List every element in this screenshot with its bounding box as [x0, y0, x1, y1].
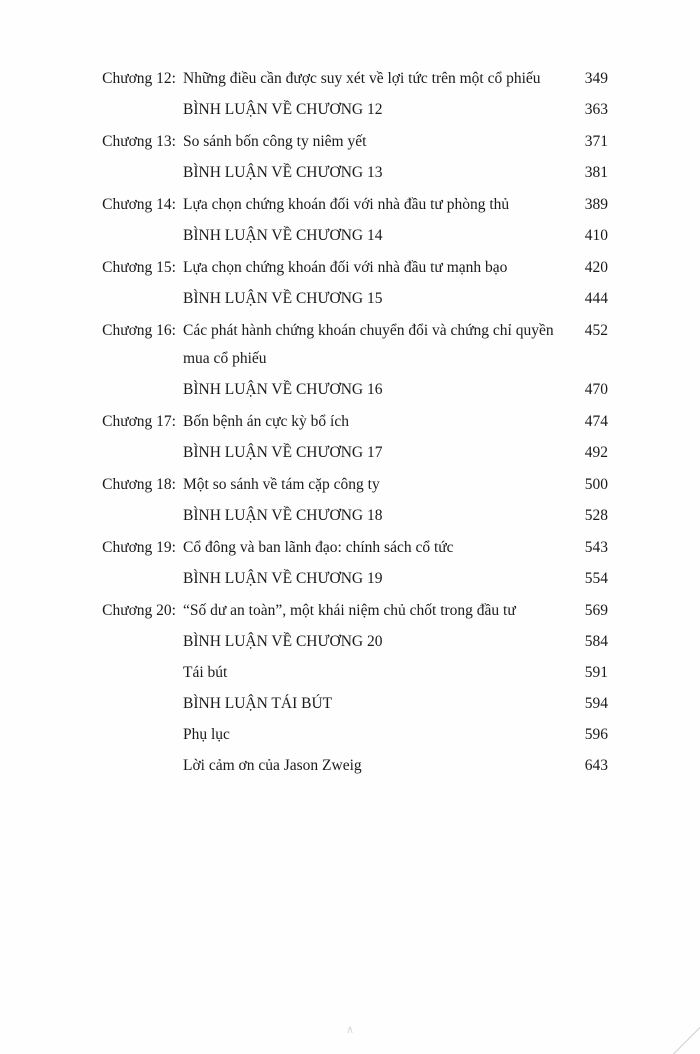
toc-entry[interactable] [92, 440, 608, 466]
toc-entry[interactable] [92, 223, 608, 249]
toc-entry[interactable] [92, 409, 608, 435]
toc-entry-page-number: 420 [584, 259, 608, 276]
toc-entry-page-number: 584 [584, 633, 608, 650]
toc-entry-page-number: 363 [584, 101, 608, 118]
toc-entry[interactable] [92, 566, 608, 592]
toc-entry[interactable] [92, 318, 608, 344]
toc-entry-title: BÌNH LUẬN VỀ CHƯƠNG 16 [183, 381, 383, 398]
toc-entry[interactable] [92, 66, 608, 92]
toc-entry-title: BÌNH LUẬN VỀ CHƯƠNG 18 [183, 507, 383, 524]
toc-entry-title: BÌNH LUẬN TÁI BÚT [183, 695, 333, 712]
toc-entry-page-number: 349 [584, 70, 608, 87]
toc-entry-title: Lựa chọn chứng khoán đối với nhà đầu tư phòng thủ [183, 196, 510, 213]
toc-entry-title: Bốn bệnh án cực kỳ bổ ích [183, 413, 349, 430]
table-of-contents [92, 60, 608, 781]
toc-entry-title: “Số dư an toàn”, một khái niệm chủ chốt trong đầu tư [183, 602, 516, 619]
toc-entry-title: So sánh bốn công ty niêm yết [183, 133, 367, 150]
toc-entry[interactable] [92, 503, 608, 529]
toc-entry-title: Một so sánh về tám cặp công ty [183, 476, 380, 493]
toc-entry[interactable] [92, 598, 608, 624]
toc-entry[interactable] [92, 192, 608, 218]
toc-entry[interactable] [92, 286, 608, 312]
toc-entry-label: Chương 18: [102, 476, 176, 493]
toc-entry-page-number: 554 [584, 570, 608, 587]
toc-entry-title: Lời cảm ơn của Jason Zweig [183, 757, 362, 774]
toc-entry-page-number: 452 [584, 322, 608, 339]
toc-entry-label: Chương 17: [102, 413, 176, 430]
toc-entry-page-number: 444 [584, 290, 608, 307]
toc-entry[interactable] [92, 722, 608, 748]
toc-entry[interactable] [92, 377, 608, 403]
toc-entry-page-number: 492 [584, 444, 608, 461]
toc-entry[interactable] [92, 660, 608, 686]
toc-entry-label: Chương 19: [102, 539, 176, 556]
toc-entry-title: BÌNH LUẬN VỀ CHƯƠNG 15 [183, 290, 383, 307]
toc-entry-label: Chương 14: [102, 196, 176, 213]
toc-entry-page-number: 474 [584, 413, 608, 430]
toc-entry[interactable] [92, 472, 608, 498]
toc-entry-title: BÌNH LUẬN VỀ CHƯƠNG 20 [183, 633, 383, 650]
toc-entry-title: Cổ đông và ban lãnh đạo: chính sách cổ tức [183, 539, 454, 556]
toc-entry-page-number: 543 [584, 539, 608, 556]
toc-entry-title: Những điều cần được suy xét về lợi tức trên một cổ phiếu [183, 70, 541, 87]
toc-entry-title-second-line: mua cổ phiếu [183, 350, 267, 367]
toc-entry-title: BÌNH LUẬN VỀ CHƯƠNG 17 [183, 444, 383, 461]
toc-entry-title: BÌNH LUẬN VỀ CHƯƠNG 14 [183, 227, 383, 244]
toc-entry-page-number: 528 [584, 507, 608, 524]
toc-entry-title: BÌNH LUẬN VỀ CHƯƠNG 12 [183, 101, 383, 118]
toc-entry-page-number: 381 [584, 164, 608, 181]
toc-entry[interactable] [92, 753, 608, 779]
toc-entry[interactable] [92, 97, 608, 123]
toc-entry-page-number: 470 [584, 381, 608, 398]
toc-entry-page-number: 389 [584, 196, 608, 213]
toc-entry-page-number: 569 [584, 602, 608, 619]
toc-entry[interactable] [92, 255, 608, 281]
toc-entry-title: Phụ lục [183, 726, 230, 743]
toc-entry-page-number: 410 [584, 227, 608, 244]
toc-entry-page-number: 594 [584, 695, 608, 712]
toc-entry-page-number: 371 [584, 133, 608, 150]
toc-entry-label: Chương 20: [102, 602, 176, 619]
toc-entry[interactable] [92, 691, 608, 717]
toc-entry-page-number: 596 [584, 726, 608, 743]
toc-entry-title: BÌNH LUẬN VỀ CHƯƠNG 13 [183, 164, 383, 181]
toc-entry-title: Tái bút [183, 664, 228, 681]
footer-mark: ∧ [345, 1024, 355, 1036]
toc-entry-page-number: 591 [584, 664, 608, 681]
toc-entry-title: BÌNH LUẬN VỀ CHƯƠNG 19 [183, 570, 383, 587]
toc-entry[interactable] [92, 535, 608, 561]
toc-entry[interactable] [92, 160, 608, 186]
toc-entry-page-number: 500 [584, 476, 608, 493]
toc-entry-label: Chương 13: [102, 133, 176, 150]
toc-entry-page-number: 643 [584, 757, 608, 774]
toc-entry-title-continuation [92, 346, 608, 372]
toc-entry-label: Chương 16: [102, 322, 176, 339]
toc-entry[interactable] [92, 129, 608, 155]
toc-entry-title: Các phát hành chứng khoán chuyển đổi và chứng chỉ quyền [183, 322, 554, 339]
toc-entry[interactable] [92, 629, 608, 655]
toc-entry-label: Chương 15: [102, 259, 176, 276]
toc-entry-title: Lựa chọn chứng khoán đối với nhà đầu tư mạnh bạo [183, 259, 508, 276]
toc-entry-label: Chương 12: [102, 70, 176, 87]
